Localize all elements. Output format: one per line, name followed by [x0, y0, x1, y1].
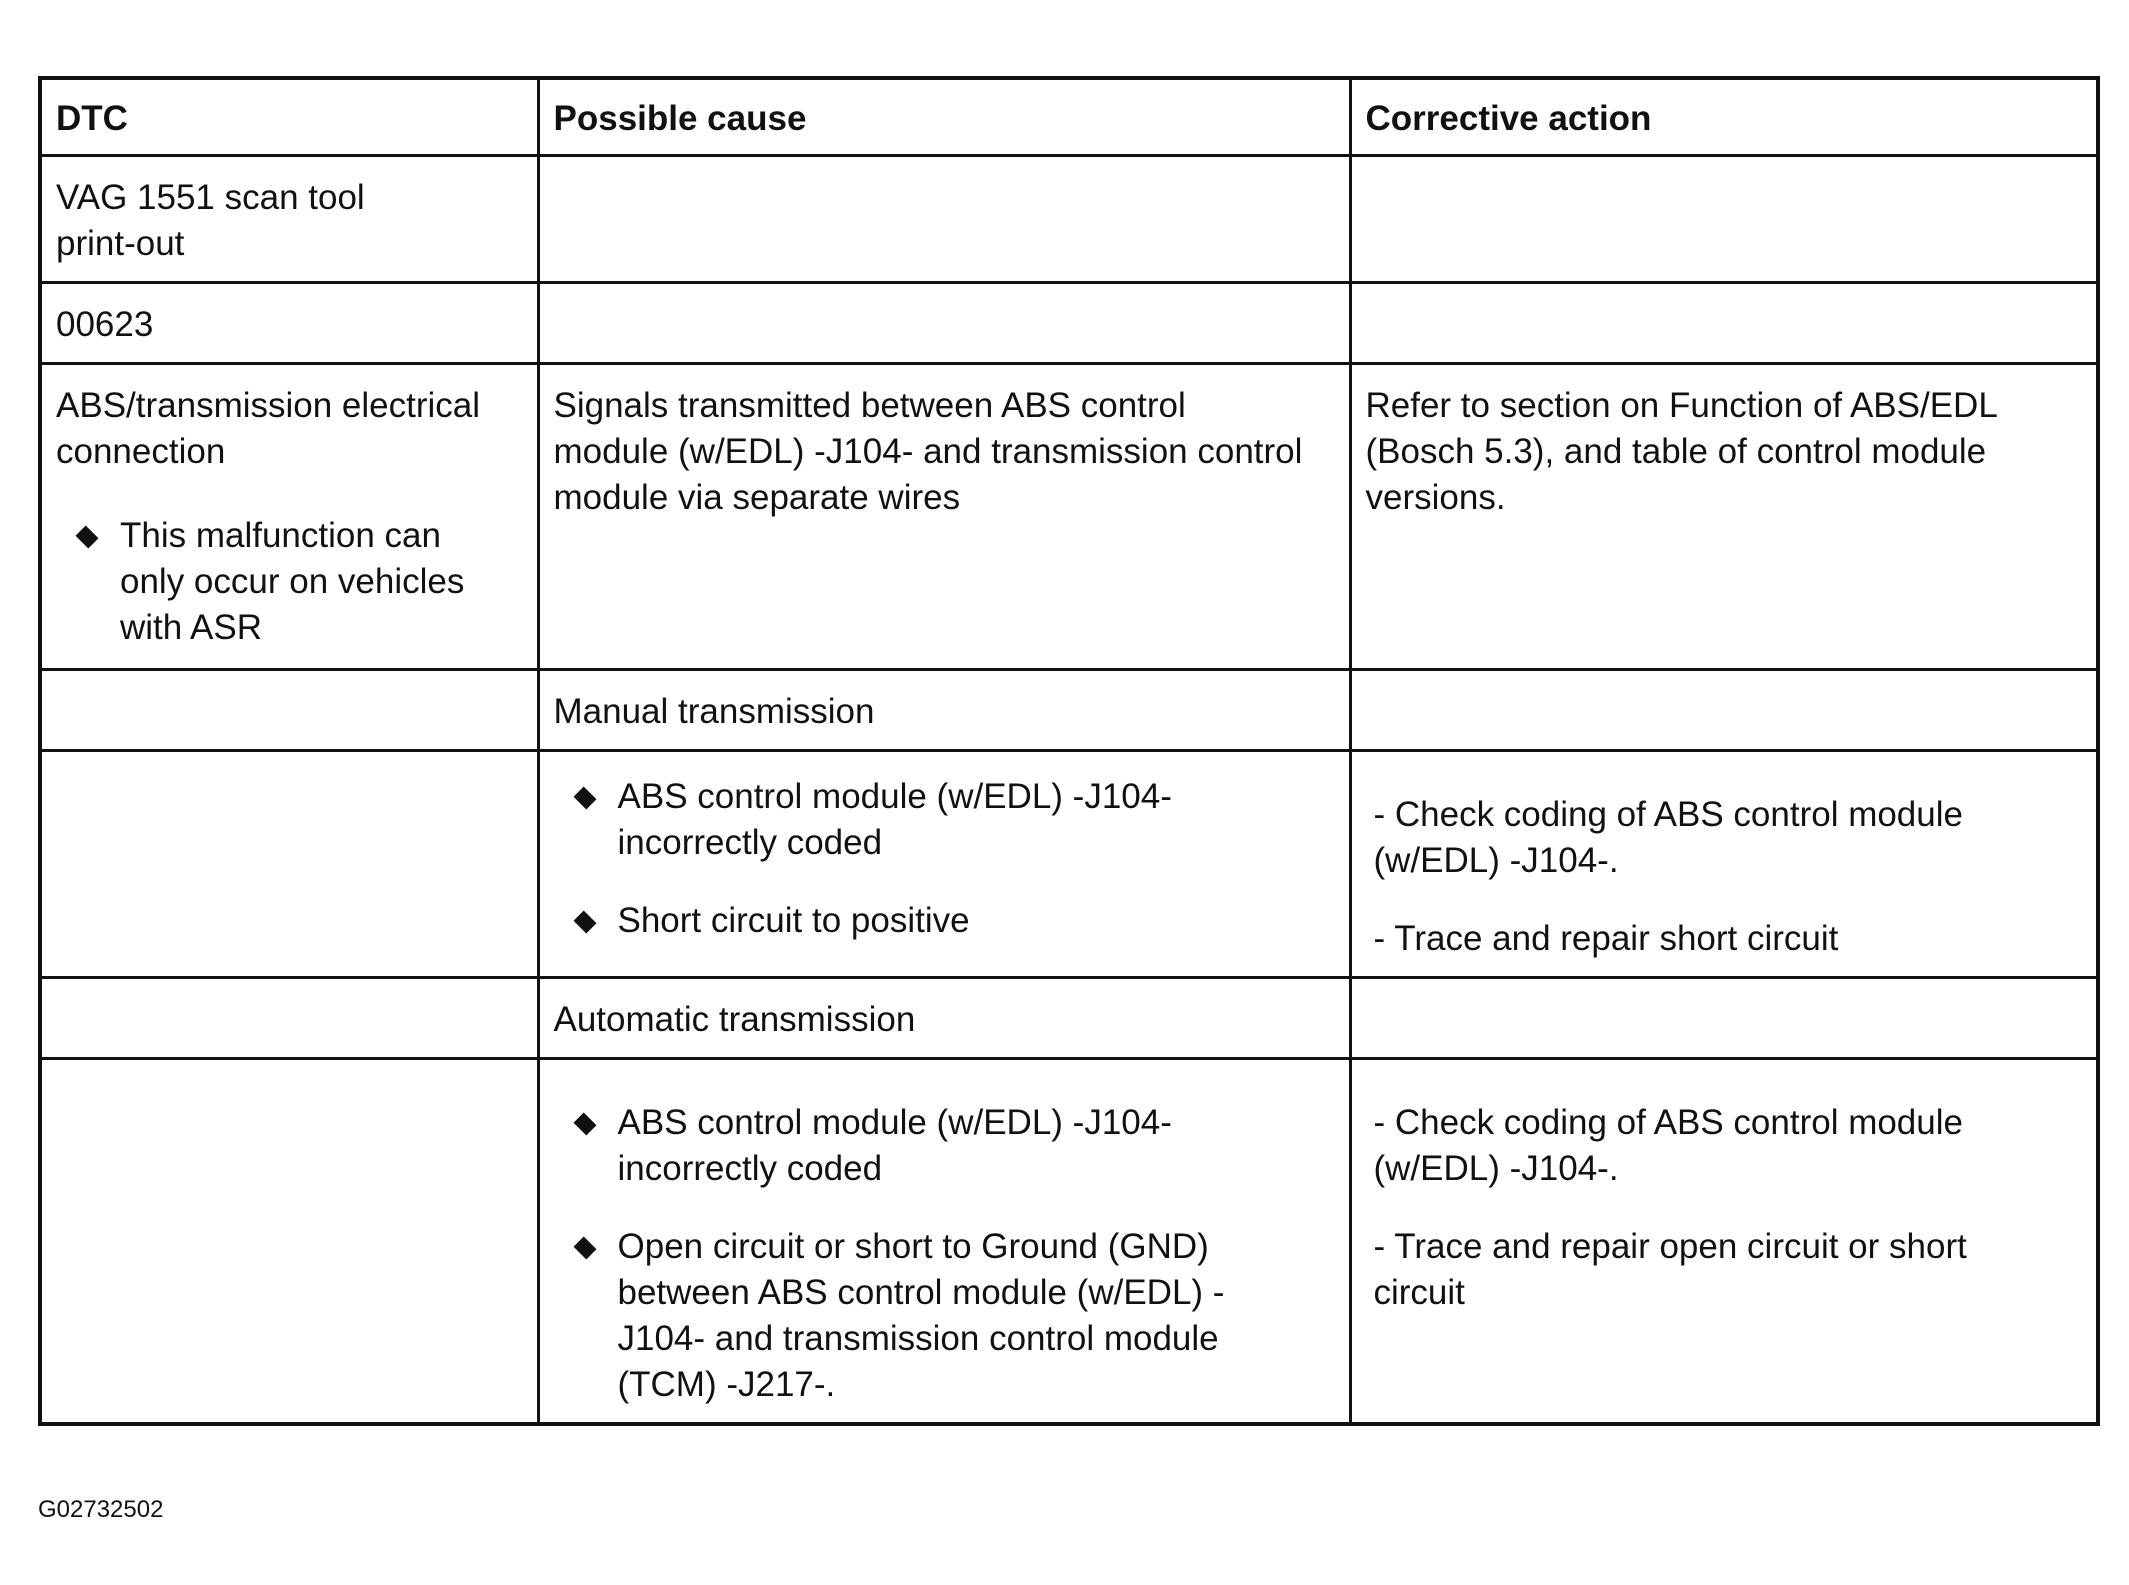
empty-cell	[538, 156, 1350, 283]
figure-id: G02732502	[38, 1496, 164, 1523]
empty-cell	[1350, 156, 2098, 283]
fault-cause: Signals transmitted between ABS control module (w/EDL) -J104- and transmission control module via separate wires	[538, 364, 1350, 670]
header-possible-cause: Possible cause	[538, 78, 1350, 156]
manual-transmission-heading: Manual transmission	[538, 670, 1350, 751]
empty-cell	[1350, 283, 2098, 364]
table-row-scan-tool	[40, 156, 2098, 283]
list-item	[554, 898, 1289, 944]
manual-cause-2: Short circuit to positive	[617, 901, 970, 940]
manual-action-2: - Trace and repair short circuit	[1373, 919, 1839, 958]
diamond-bullet-icon	[573, 1237, 596, 1260]
fault-note-text: This malfunction can only occur on vehicles with ASR	[120, 516, 465, 647]
manual-actions-cell	[1350, 751, 2098, 978]
list-item	[554, 1100, 1299, 1192]
table-row-manual	[40, 751, 2098, 978]
automatic-action-1: - Check coding of ABS control module (w/EDL) -J104-.	[1373, 1103, 1963, 1188]
empty-cell	[40, 751, 538, 978]
empty-cell	[1350, 670, 2098, 751]
manual-causes-list	[554, 774, 1289, 944]
table-row-automatic	[40, 1059, 2098, 1425]
empty-cell	[1350, 978, 2098, 1059]
diamond-bullet-icon	[76, 526, 99, 549]
header-dtc: DTC	[40, 78, 538, 156]
fault-description-cell	[40, 364, 538, 670]
empty-cell	[538, 283, 1350, 364]
empty-cell	[40, 670, 538, 751]
dtc-table	[38, 76, 2100, 1426]
automatic-actions-cell	[1350, 1059, 2098, 1425]
automatic-action-2: - Trace and repair open circuit or short circuit	[1373, 1227, 1967, 1312]
fault-description-line2: connection	[56, 432, 226, 471]
table-header-row	[40, 78, 2098, 156]
table-row-fault	[40, 364, 2098, 670]
table-row-manual-heading	[40, 670, 2098, 751]
empty-cell	[40, 978, 538, 1059]
header-corrective-action: Corrective action	[1350, 78, 2098, 156]
dtc-code: 00623	[40, 283, 538, 364]
diamond-bullet-icon	[573, 911, 596, 934]
automatic-cause-1: ABS control module (w/EDL) -J104- incorrectly coded	[617, 1103, 1172, 1188]
list-item	[554, 1224, 1299, 1408]
table-row-code	[40, 283, 2098, 364]
manual-cause-1: ABS control module (w/EDL) -J104- incorrectly coded	[617, 777, 1172, 862]
diamond-bullet-icon	[573, 787, 596, 810]
empty-cell	[40, 1059, 538, 1425]
fault-note	[56, 513, 523, 651]
automatic-causes-cell	[538, 1059, 1350, 1425]
automatic-causes-list	[554, 1100, 1299, 1408]
fault-action: Refer to section on Function of ABS/EDL (Bosch 5.3), and table of control module versions.	[1350, 364, 2098, 670]
automatic-cause-2: Open circuit or short to Ground (GND) between ABS control module (w/EDL) -J104- and transmission control module (TCM) -J217-.	[617, 1227, 1225, 1404]
list-item	[554, 774, 1289, 866]
automatic-transmission-heading: Automatic transmission	[538, 978, 1350, 1059]
scan-tool-label: VAG 1551 scan tool print-out	[40, 156, 538, 283]
fault-description-line1: ABS/transmission electrical	[56, 386, 481, 425]
manual-action-1: - Check coding of ABS control module (w/EDL) -J104-.	[1373, 795, 1963, 880]
table-row-automatic-heading	[40, 978, 2098, 1059]
manual-causes-cell	[538, 751, 1350, 978]
diamond-bullet-icon	[573, 1113, 596, 1136]
